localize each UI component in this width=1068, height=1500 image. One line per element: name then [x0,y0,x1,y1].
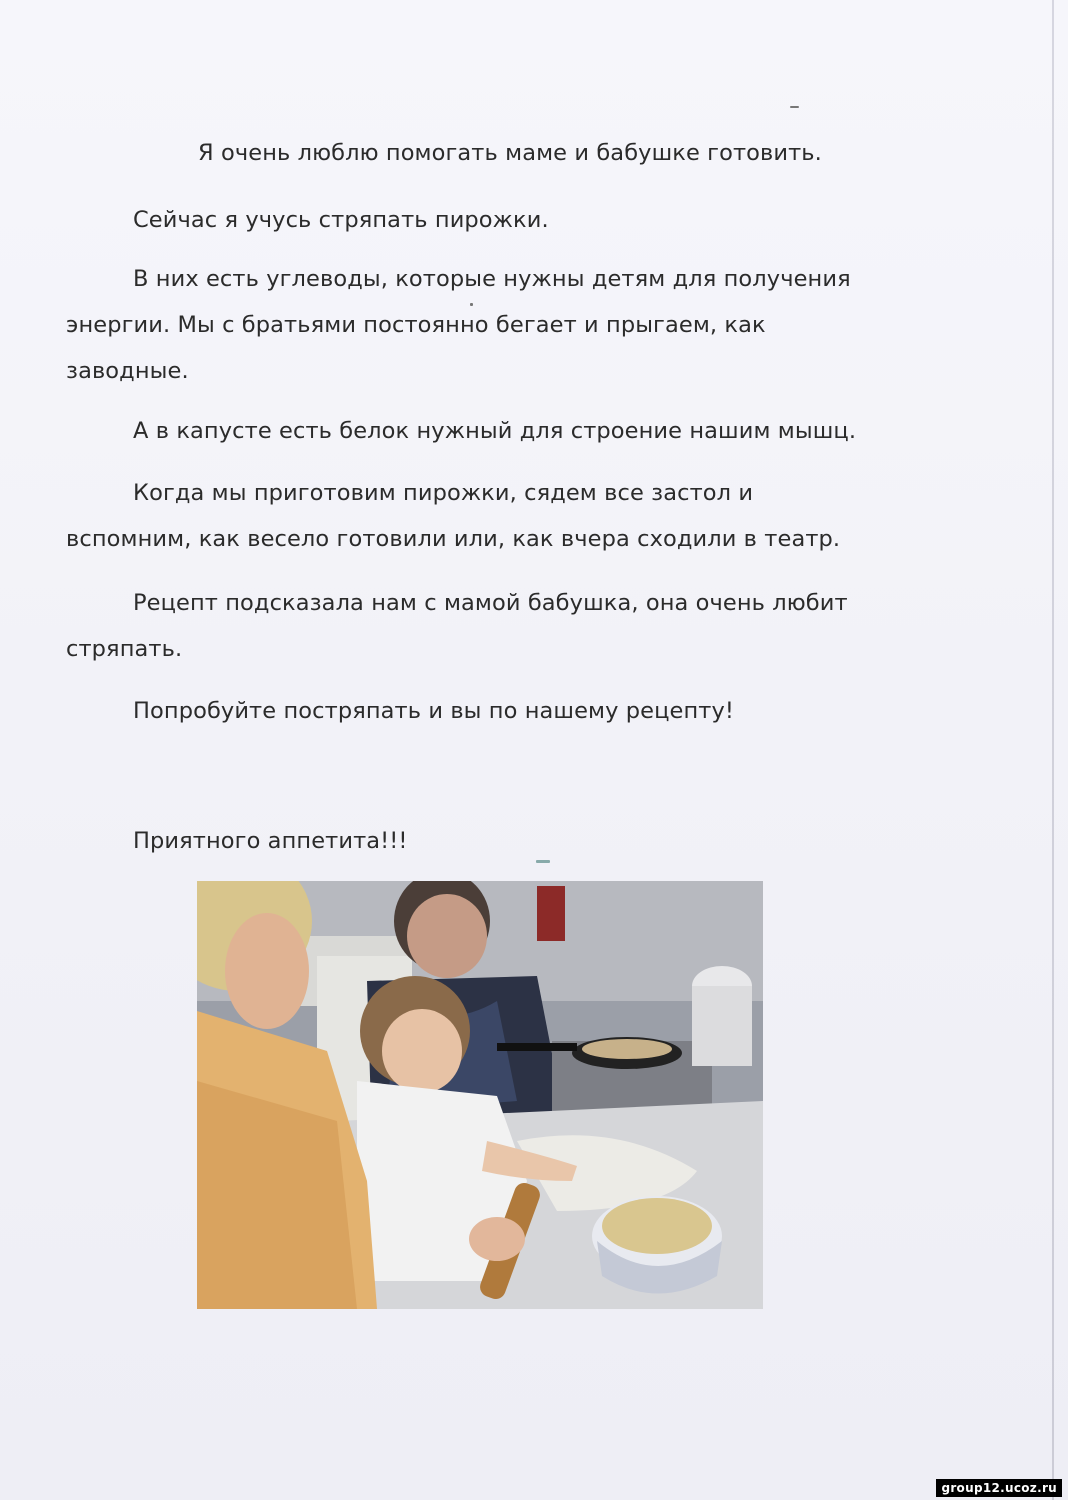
paragraph-7-line-1: Попробуйте постряпать и вы по нашему рецепту! [133,698,735,724]
paragraph-3-line-2: энергии. Мы с братьями постоянно бегает и прыгаем, как [66,312,766,338]
paragraph-4 [133,408,856,454]
paragraph-1-line-1: Я очень люблю помогать маме и бабушке готовить. [198,140,822,166]
paragraph-1 [198,130,822,176]
paragraph-3-line-3: заводные. [66,358,189,384]
paragraph-7 [133,688,734,734]
cooking-photo [197,881,763,1309]
closing-line-text: Приятного аппетита!!! [133,828,408,854]
paragraph-4-line-1: А в капусте есть белок нужный для строение нашим мышц. [133,418,857,444]
paragraph-2-line-1: Сейчас я учусь стряпать пирожки. [133,207,549,233]
paragraph-5 [66,470,840,562]
scan-speck [536,860,550,863]
paragraph-5-line-2: вспомним, как весело готовили или, как вчера сходили в театр. [66,526,841,552]
paragraph-2 [133,197,549,243]
site-watermark: group12.ucoz.ru [936,1479,1062,1497]
paragraph-6 [66,580,848,672]
paragraph-3 [66,256,851,394]
paragraph-3-line-1: В них есть углеводы, которые нужны детям для получения [133,266,851,292]
paragraph-6-line-2: стряпать. [66,636,183,662]
paragraph-5-line-1: Когда мы приготовим пирожки, сядем все застол и [133,480,754,506]
paragraph-6-line-1: Рецепт подсказала нам с мамой бабушка, она очень любит [133,590,848,616]
closing-line [133,818,408,864]
scan-speck [790,106,799,108]
page-edge [1052,0,1054,1500]
